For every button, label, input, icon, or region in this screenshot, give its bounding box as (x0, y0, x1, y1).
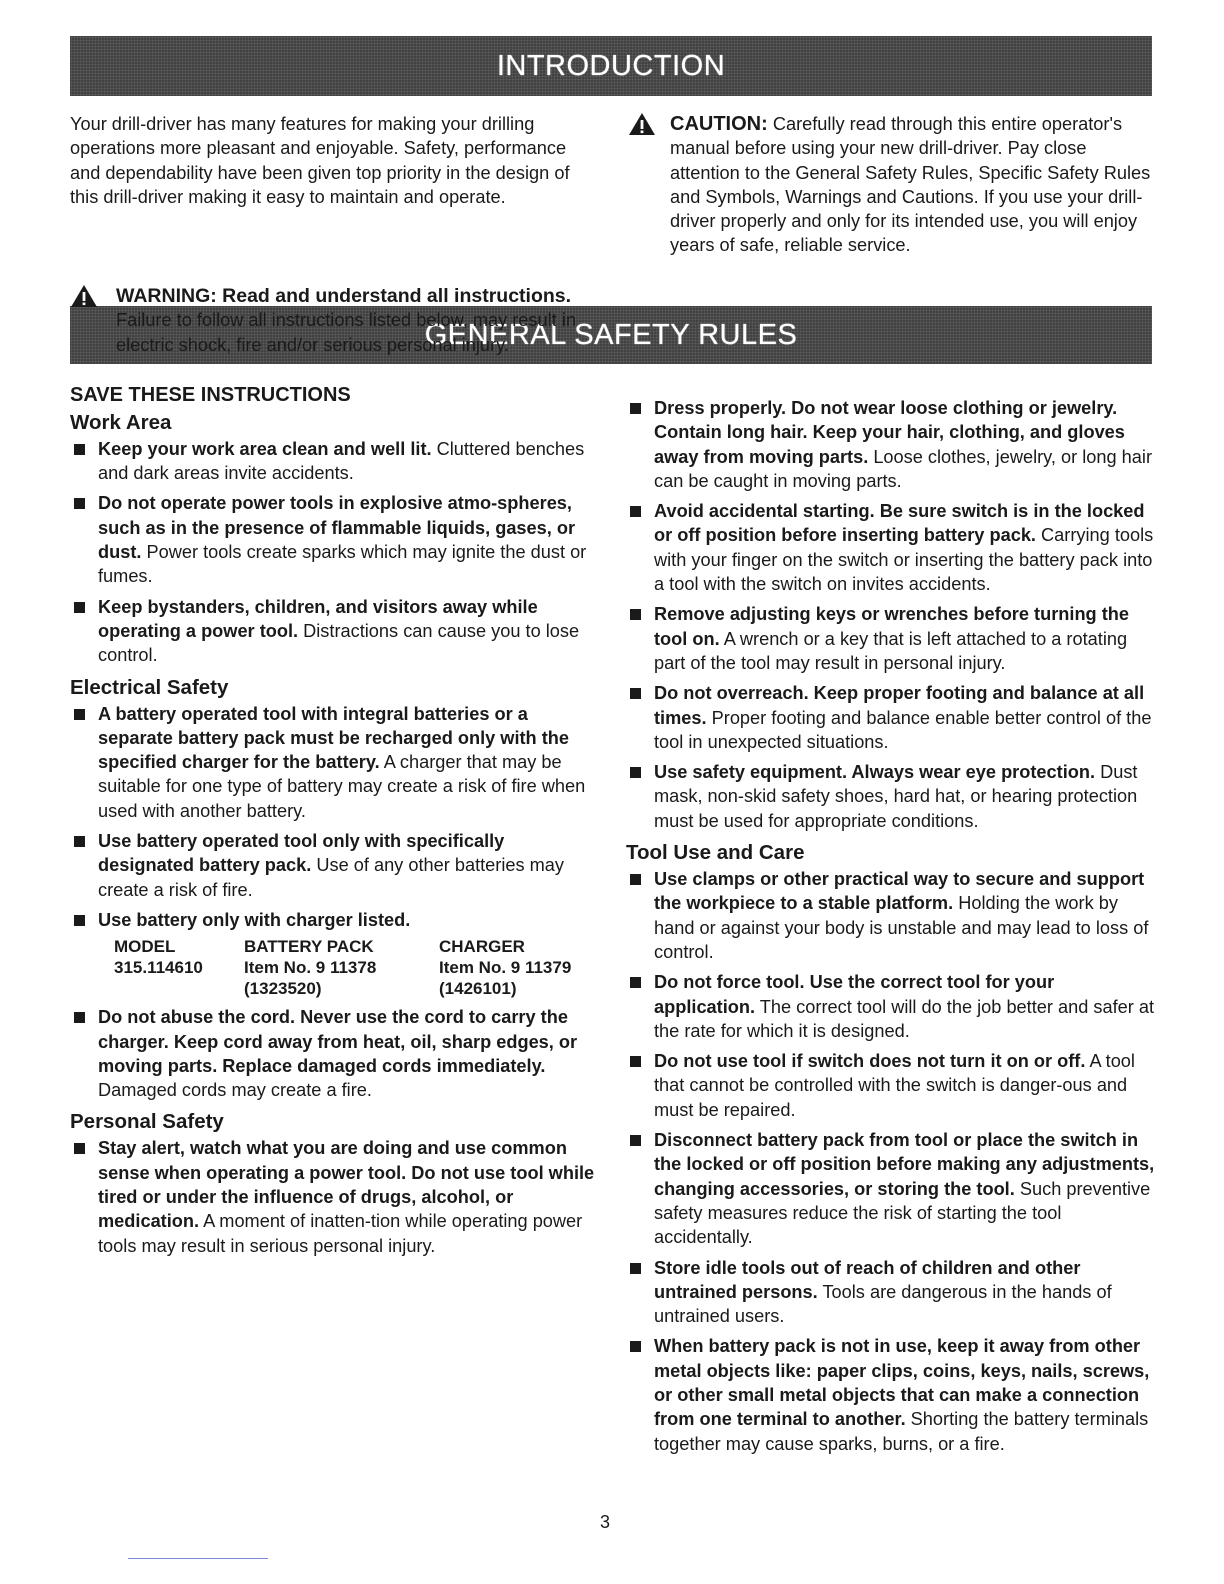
warning-triangle-icon (70, 284, 98, 308)
warning-block (70, 284, 600, 357)
warning-triangle-icon (628, 112, 656, 136)
list-item: Keep your work area clean and well lit. Cluttered benches and dark areas invite accidents. (70, 437, 600, 486)
personal-safety-heading: Personal Safety (70, 1110, 224, 1134)
warning-text: Failure to follow all instructions listed below, may result in electric shock, fire and/or serious personal injury. (116, 310, 576, 355)
intro-paragraph: Your drill-driver has many features for making your drilling operations more pleasant and enjoyable. Safety, performance and dependability have been given top priority in the design of this drill-driver making it easy to maintain and operate. (70, 114, 570, 207)
general-safety-rules-title: GENERAL SAFETY RULES (424, 319, 798, 351)
list-item: Do not abuse the cord. Never use the cord to carry the charger. Keep cord away from heat, oil, sharp edges, or moving parts. Replace damaged cords immediately. Damaged cords may create a fire. (70, 1005, 600, 1102)
list-item: Do not use tool if switch does not turn it on or off. A tool that cannot be controlled with the switch is danger-ous and must be repaired. (626, 1049, 1156, 1122)
personal-safety-list (70, 1136, 600, 1257)
left-column (70, 284, 600, 1264)
warning-title: WARNING: Read and understand all instructions. (116, 285, 572, 307)
caution-text: Carefully read through this entire operator's manual before using your new drill-driver. Pay close attention to the General Safety Rules, Specific Safety Rules and Symbols, Warnings and Cautions. If you use your drill-driver properly and only for its intended use, you will enjoy years of safe, reliable service. (670, 114, 1151, 256)
list-item: Remove adjusting keys or wrenches before turning the tool on. A wrench or a key that is left attached to a rotating part of the tool may result in personal injury. (626, 602, 1156, 675)
introduction-banner (70, 36, 1152, 96)
list-item: When battery pack is not in use, keep it away from other metal objects like: paper clips, coins, keys, nails, screws, or other small metal objects that can make a connection from one terminal to another. Shorting the battery terminals together may cause sparks, burns, or a fire. (626, 1334, 1156, 1455)
page-number: 3 (600, 1512, 611, 1532)
electrical-safety-list (70, 702, 600, 933)
list-item: Do not operate power tools in explosive atmo-spheres, such as in the presence of flammable liquids, gases, or dust. Power tools create sparks which may ignite the dust or fumes. (70, 491, 600, 588)
list-item: Keep bystanders, children, and visitors away while operating a power tool. Distractions can cause you to lose control. (70, 595, 600, 668)
table-header-row: MODEL BATTERY PACK CHARGER (114, 937, 525, 957)
introduction-title: INTRODUCTION (496, 50, 726, 82)
table-row: (1323520) (1426101) (244, 979, 517, 999)
cord-safety-list (70, 1005, 600, 1102)
tool-use-heading: Tool Use and Care (626, 841, 805, 865)
work-area-list (70, 437, 600, 668)
list-item: Use safety equipment. Always wear eye protection. Dust mask, non-skid safety shoes, hard hat, or hearing protection must be used for appropriate conditions. (626, 760, 1156, 833)
intro-paragraph-block (70, 112, 590, 209)
caution-title: CAUTION: (670, 113, 768, 135)
caution-block (626, 112, 1156, 258)
list-item: Stay alert, watch what you are doing and use common sense when operating a power tool. Do not use tool while tired or under the influence of drugs, alcohol, or medication. A moment of inatten-tion while operating power tools may result in serious personal injury. (70, 1136, 600, 1257)
list-item: Do not force tool. Use the correct tool for your application. The correct tool will do the job better and safer at the rate for which it is designed. (626, 970, 1156, 1043)
tool-use-list (626, 867, 1156, 1456)
table-row: 315.114610 Item No. 9 11378 Item No. 9 11379 (114, 958, 572, 978)
personal-safety-list-continued (626, 396, 1156, 833)
list-item: Use battery operated tool only with specifically designated battery pack. Use of any other batteries may create a risk of fire. (70, 829, 600, 902)
footer-divider (128, 1558, 268, 1559)
list-item: Dress properly. Do not wear loose clothing or jewelry. Contain long hair. Keep your hair, clothing, and gloves away from moving parts. Loose clothes, jewelry, or long hair can be caught in moving parts. (626, 396, 1156, 493)
electrical-safety-heading: Electrical Safety (70, 675, 229, 699)
list-item: Use battery only with charger listed. (70, 908, 600, 932)
battery-charger-table (114, 936, 600, 999)
list-item: Do not overreach. Keep proper footing and balance at all times. Proper footing and balance enable better control of the tool in unexpected situations. (626, 681, 1156, 754)
save-instructions-heading: SAVE THESE INSTRUCTIONS (70, 383, 351, 406)
list-item: Use clamps or other practical way to secure and support the workpiece to a stable platform. Holding the work by hand or against your body is unstable and may lead to loss of control. (626, 867, 1156, 964)
list-item: Store idle tools out of reach of children and other untrained persons. Tools are dangerous in the hands of untrained users. (626, 1256, 1156, 1329)
right-column (626, 396, 1156, 1462)
list-item: Avoid accidental starting. Be sure switch is in the locked or off position before inserting battery pack. Carrying tools with your finger on the switch or inserting the battery pack into a tool with the switch on invites accidents. (626, 499, 1156, 596)
list-item: A battery operated tool with integral batteries or a separate battery pack must be recharged only with the specified charger for the battery. A charger that may be suitable for one type of battery may create a risk of fire when used with another battery. (70, 702, 600, 823)
list-item: Disconnect battery pack from tool or place the switch in the locked or off position before making any adjustments, changing accessories, or storing the tool. Such preventive safety measures reduce the risk of starting the tool accidentally. (626, 1128, 1156, 1249)
work-area-heading: Work Area (70, 410, 172, 434)
